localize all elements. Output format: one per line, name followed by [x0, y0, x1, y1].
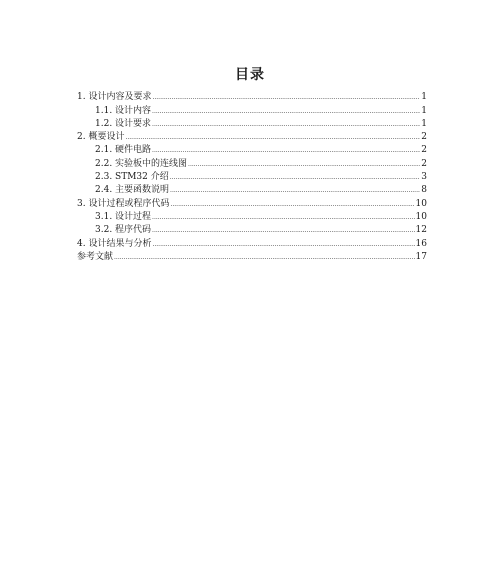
toc-entry-label: 3.1. 设计过程: [95, 211, 152, 222]
toc-entry-label: 1.1. 设计内容: [95, 105, 152, 116]
toc-entry[interactable]: [77, 155, 427, 168]
toc-leader-dots: [152, 241, 414, 249]
toc-entry-label: 参考文献: [77, 251, 114, 262]
table-of-contents: [77, 89, 427, 262]
toc-entry-page: 1: [421, 118, 427, 129]
toc-leader-dots: [152, 94, 420, 102]
toc-entry-label: 2.4. 主要函数说明: [95, 185, 170, 196]
toc-entry-page: 1: [421, 105, 427, 116]
toc-leader-dots: [125, 134, 420, 142]
toc-entry[interactable]: [77, 249, 427, 262]
toc-entry-label: 2.2. 实验板中的连线图: [95, 158, 188, 169]
toc-entry-page: 2: [421, 132, 427, 143]
toc-entry[interactable]: [77, 222, 427, 235]
toc-entry[interactable]: [77, 195, 427, 208]
toc-entry-label: 2. 概要设计: [77, 132, 125, 143]
toc-entry[interactable]: [77, 209, 427, 222]
toc-entry-page: 10: [415, 211, 427, 222]
toc-entry[interactable]: [77, 89, 427, 102]
toc-entry-label: 2.1. 硬件电路: [95, 145, 152, 156]
toc-entry-page: 17: [415, 251, 427, 262]
toc-leader-dots: [114, 254, 415, 262]
toc-leader-dots: [170, 187, 420, 195]
toc-entry[interactable]: [77, 116, 427, 129]
toc-entry-label: 4. 设计结果与分析: [77, 238, 152, 249]
toc-leader-dots: [170, 201, 414, 209]
toc-leader-dots: [170, 174, 420, 182]
toc-entry-label: 3.2. 程序代码: [95, 225, 152, 236]
toc-entry[interactable]: [77, 142, 427, 155]
toc-entry[interactable]: [77, 169, 427, 182]
toc-entry[interactable]: [77, 235, 427, 248]
toc-entry-page: 2: [421, 145, 427, 156]
toc-leader-dots: [152, 121, 420, 129]
toc-entry-page: 3: [421, 172, 427, 183]
toc-entry-page: 10: [415, 198, 427, 209]
toc-leader-dots: [152, 214, 415, 222]
toc-entry-label: 3. 设计过程或程序代码: [77, 198, 170, 209]
toc-entry-page: 8: [421, 185, 427, 196]
toc-leader-dots: [152, 108, 420, 116]
toc-entry-page: 12: [415, 225, 427, 236]
toc-entry[interactable]: [77, 102, 427, 115]
toc-entry-label: 2.3. STM32 介绍: [95, 172, 169, 183]
toc-entry-page: 16: [415, 238, 427, 249]
toc-entry[interactable]: [77, 129, 427, 142]
toc-leader-dots: [188, 161, 420, 169]
toc-entry-page: 2: [421, 158, 427, 169]
page-title: 目录: [235, 67, 265, 83]
toc-entry-label: 1.2. 设计要求: [95, 118, 152, 129]
toc-leader-dots: [152, 227, 415, 235]
toc-leader-dots: [152, 147, 420, 155]
toc-entry[interactable]: [77, 182, 427, 195]
toc-entry-page: 1: [421, 92, 427, 103]
toc-entry-label: 1. 设计内容及要求: [77, 92, 152, 103]
